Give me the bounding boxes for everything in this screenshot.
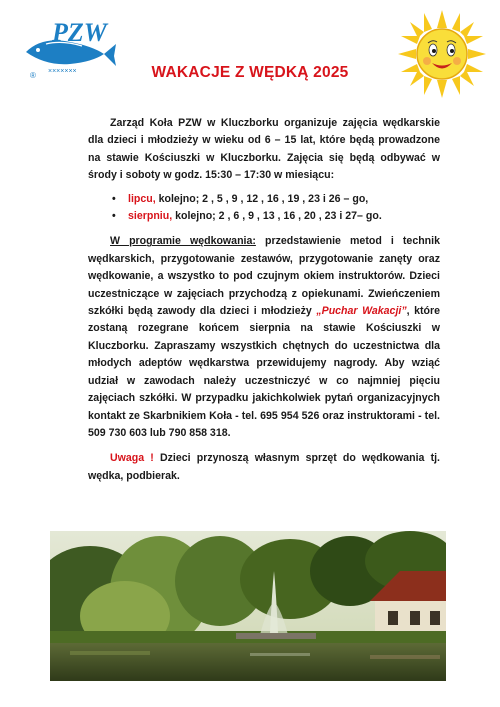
park-pond-fountain-photo — [50, 531, 446, 681]
schedule-item-july — [88, 191, 440, 208]
schedule-month: lipcu, — [128, 192, 156, 205]
smiling-sun-icon — [396, 8, 488, 100]
schedule-list — [88, 191, 440, 226]
registered-mark: ® — [30, 71, 36, 80]
schedule-item-august — [88, 208, 440, 225]
bullet-icon: • — [112, 192, 116, 205]
schedule-days: kolejno; 2 , 5 , 9 , 12 , 16 , 19 , 23 i 26 – go, — [155, 192, 369, 205]
program-heading: W programie wędkowania: — [110, 235, 256, 248]
page-title: WAKACJE Z WĘDKĄ 2025 — [151, 64, 349, 81]
notice-label: Uwaga ! — [110, 452, 154, 465]
program-paragraph — [88, 233, 440, 442]
event-name: „Puchar Wakacji” — [316, 305, 407, 318]
announcement-body — [88, 115, 440, 485]
schedule-days: kolejno; 2 , 6 , 9 , 13 , 16 , 20 , 23 i 27– go. — [172, 210, 382, 223]
notice-text: Dzieci przynoszą własnym sprzęt do wędkowania tj. wędka, podbierak. — [88, 452, 440, 482]
program-text-2: , które zostaną rozegrane końcem sierpnia na stawie Kościuszki w Kluczborku. Zapraszamy wszystkich chętnych do uczestnictwa dla młodych adeptów wędkarstwa przewidujemy nagrody. Aby wziąć udział w zawodach należy uczestniczyć w co najmniej pięciu zajęciach szkółki. W przypadku jakichkolwiek pytań organizacyjnych kontakt ze Skarbnikiem Koła - tel. 695 954 526 oraz instruktorami - tel. 509 730 603 lub 790 858 318. — [88, 305, 440, 439]
notice-paragraph — [88, 450, 440, 485]
schedule-month: sierpniu, — [128, 210, 173, 223]
svg-text:×××××××: ××××××× — [48, 68, 77, 75]
bullet-icon: • — [112, 210, 116, 223]
logo-text: PZW — [52, 18, 107, 47]
intro-paragraph: Zarząd Koła PZW w Kluczborku organizuje zajęcia wędkarskie dla dzieci i młodzieży w wieku od 6 – 15 lat, które będą prowadzone na stawie Kościuszki w Kluczborku. Zajęcia się będą odbywać w środy i soboty w godz. 15:30 – 17:30 w miesiącu: — [88, 117, 440, 182]
program-text-1: przedstawienie metod i technik wędkarskich, przygotowanie zestawów, przygotowanie zanęty oraz wędkowanie, a wszystko to pod czujnym okiem instruktorów. Dzieci uczestniczące w zajęciach przychodzą z opiekunami. Zwieńczeniem szkółki będą zawody dla dzieci i młodzieży — [88, 235, 440, 318]
